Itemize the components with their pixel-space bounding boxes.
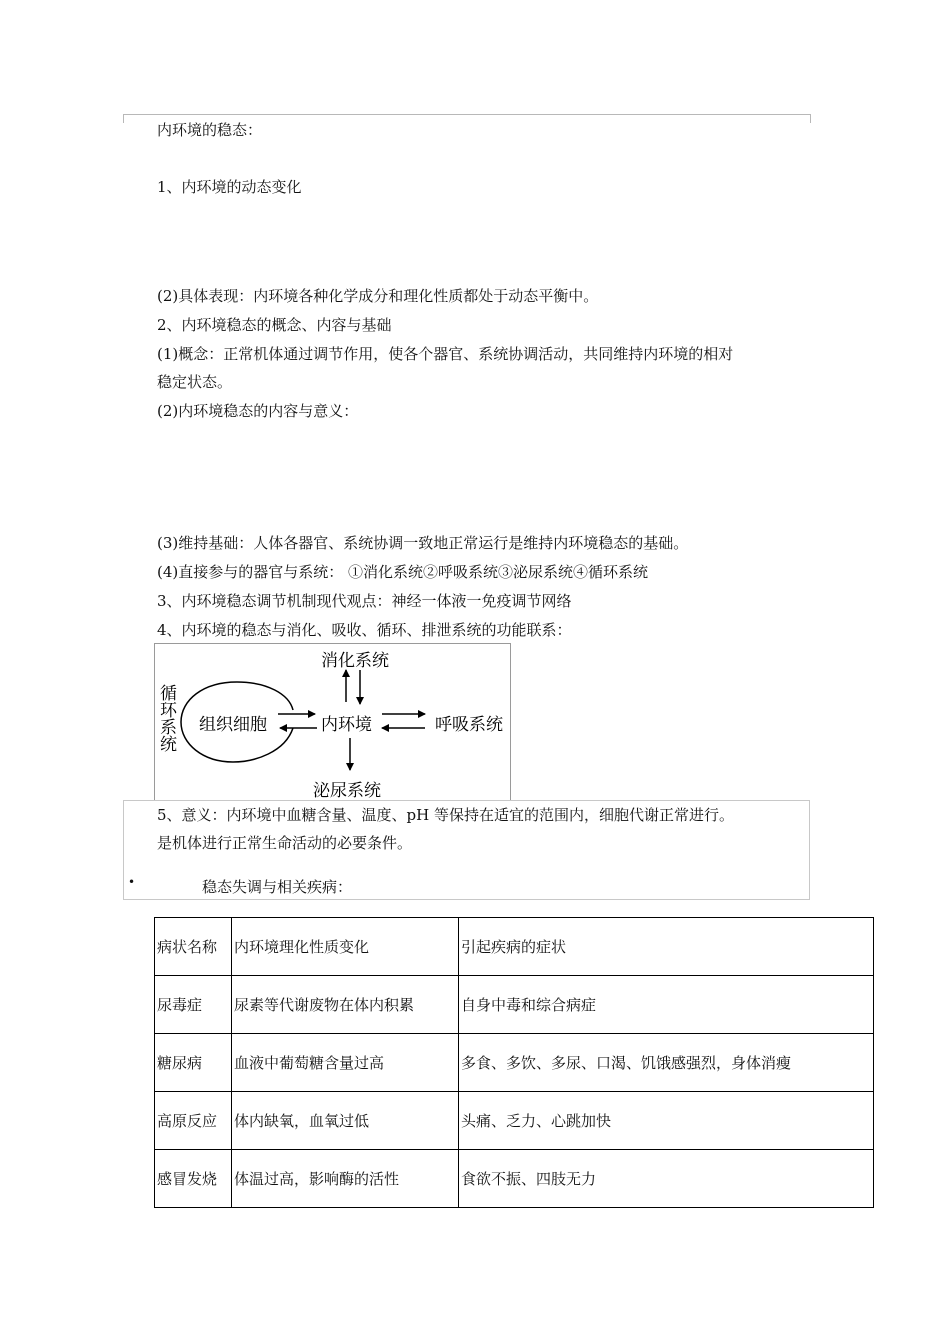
table-row [155,1150,874,1208]
section-2-concept-line-2: 稳定状态。 [157,373,233,391]
section-4: 4、内环境的稳态与消化、吸收、循环、排泄系统的功能联系： [157,621,572,639]
respiratory-system-label: 呼吸系统 [435,715,503,735]
table-cell: 感冒发烧 [155,1150,232,1208]
section-2-point-3: (3)维持基础：人体各器官、系统协调一致地正常运行是维持内环境稳态的基础。 [157,534,689,552]
function-diagram [154,643,511,801]
digestive-system-label: 消化系统 [321,651,389,671]
section-5-line-1: 5、意义：内环境中血糖含量、温度、pH 等保持在适宜的范围内，细胞代谢正常进行。 [157,806,734,824]
table-cell: 体内缺氧，血氧过低 [232,1092,459,1150]
table-cell: 高原反应 [155,1092,232,1150]
bullet-marker: • [128,875,136,889]
table-cell: 体温过高，影响酶的活性 [232,1150,459,1208]
table-cell: 头痛、乏力、心跳加快 [459,1092,874,1150]
section-2-heading: 2、内环境稳态的概念、内容与基础 [157,316,392,334]
table-row [155,1034,874,1092]
table-cell: 多食、多饮、多尿、口渴、饥饿感强烈，身体消瘦 [459,1034,874,1092]
circulatory-system-label: 循环系统 [156,684,176,752]
table-cell: 自身中毒和综合病症 [459,976,874,1034]
section-5-line-2: 是机体进行正常生命活动的必要条件。 [157,834,413,852]
table-cell: 血液中葡萄糖含量过高 [232,1034,459,1092]
tissue-cells-label: 组织细胞 [199,715,267,735]
table-cell: 尿毒症 [155,976,232,1034]
table-header-row [155,918,874,976]
section-1-point-2: (2)具体表现：内环境各种化学成分和理化性质都处于动态平衡中。 [157,287,599,305]
section-2-concept-line-1: (1)概念：正常机体通过调节作用，使各个器官、系统协调活动，共同维持内环境的相对 [157,345,734,363]
internal-environment-label: 内环境 [321,715,372,735]
table-cell: 糖尿病 [155,1034,232,1092]
header-cell: 内环境理化性质变化 [232,918,459,976]
section-1-heading: 1、内环境的动态变化 [157,178,302,196]
table-row [155,1092,874,1150]
section-2-point-4: (4)直接参与的器官与系统： ①消化系统②呼吸系统③泌尿系统④循环系统 [157,563,649,581]
table-cell: 尿素等代谢废物在体内积累 [232,976,459,1034]
header-cell: 病状名称 [155,918,232,976]
section-2-point-2: (2)内环境稳态的内容与意义： [157,402,359,420]
table-row [155,976,874,1034]
section-3: 3、内环境稳态调节机制现代观点：神经一体液一免疫调节网络 [157,592,572,610]
header-cell: 引起疾病的症状 [459,918,874,976]
section-6-heading: 稳态失调与相关疾病： [202,878,353,896]
disease-table [154,917,874,1208]
doc-title: 内环境的稳态： [157,121,263,139]
urinary-system-label: 泌尿系统 [313,781,381,801]
table-cell: 食欲不振、四肢无力 [459,1150,874,1208]
